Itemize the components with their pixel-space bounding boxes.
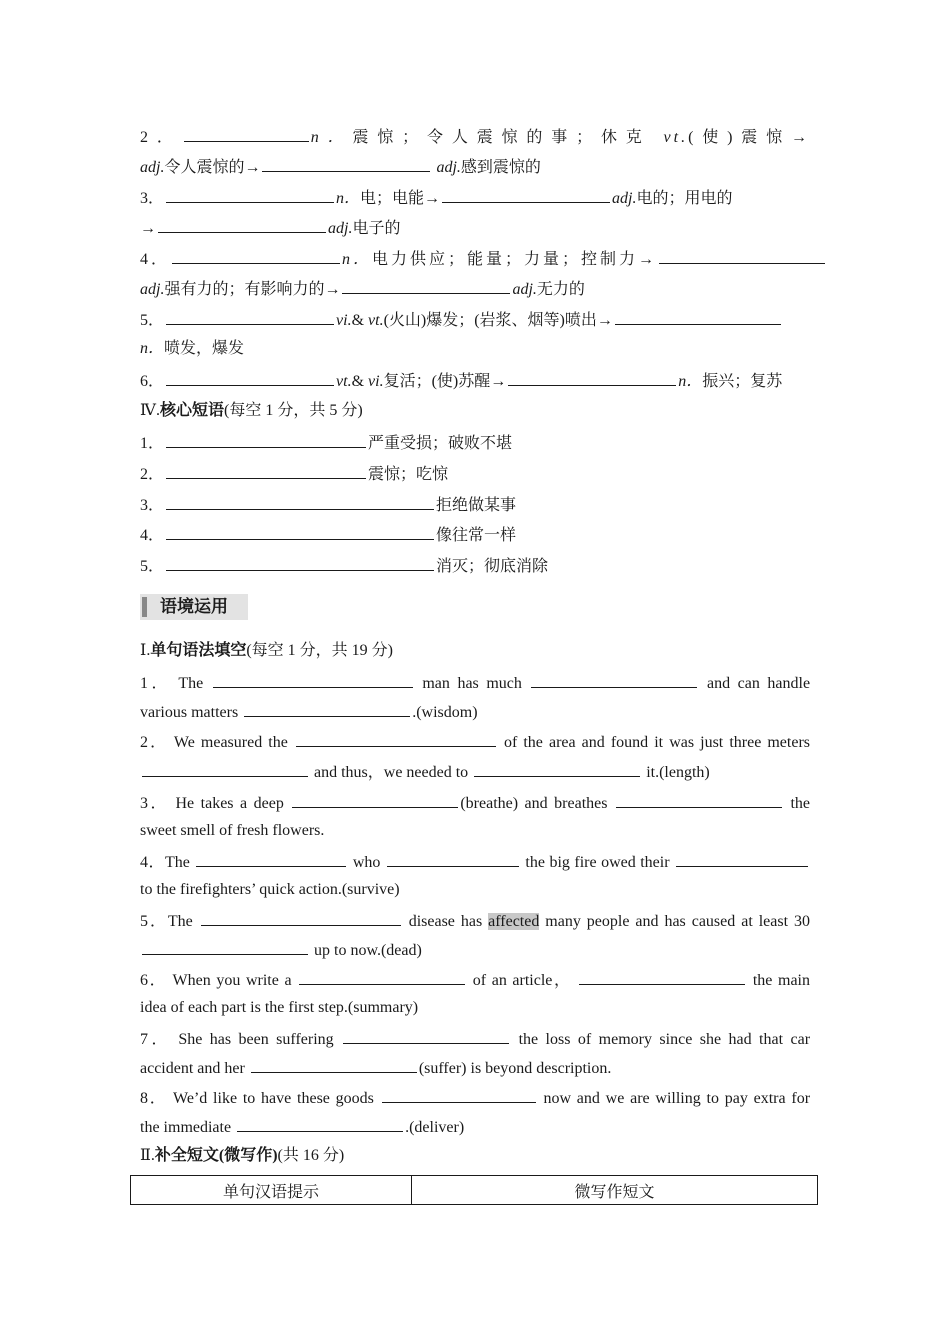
grammar-q3: 3． He takes a deep (breathe) and breathes the (140, 792, 810, 814)
grammar-q2-cont: and thus，we needed to it.(length) (140, 761, 810, 783)
answer-blank[interactable] (676, 851, 808, 867)
grammar-q6: 6． When you write a of an article， the main (140, 969, 810, 991)
answer-blank[interactable] (531, 672, 697, 688)
table-header-row (131, 1176, 818, 1205)
answer-blank[interactable] (166, 494, 434, 510)
answer-blank[interactable] (387, 851, 519, 867)
vocab-item-4: 4． n．电力供应；能量；力量；控制力→ (140, 248, 810, 270)
vocab-item-3-cont: → adj.电子的 (140, 217, 810, 239)
grammar-q1-cont: various matters .(wisdom) (140, 701, 810, 723)
answer-blank[interactable] (142, 761, 308, 777)
answer-blank[interactable] (166, 555, 434, 571)
answer-blank[interactable] (142, 939, 308, 955)
grammar-q4-cont: to the firefighters’ quick action.(survive) (140, 881, 400, 898)
table-header-hint: 单句汉语提示 (131, 1176, 412, 1205)
answer-blank[interactable] (616, 792, 782, 808)
grammar-q3-cont: sweet smell of fresh flowers. (140, 822, 325, 839)
phrase-heading: Ⅳ.核心短语(每空 1 分，共 5 分) (140, 402, 363, 419)
grammar-q8: 8． We’d like to have these goods now and we are willing to pay extra for (140, 1087, 810, 1109)
phrase-item-5: 5． 消灭；彻底消除 (140, 555, 810, 577)
grammar-q7-cont: accident and her (suffer) is beyond description. (140, 1057, 810, 1079)
vocab-item-5: 5． vi.& vt.(火山)爆发；(岩浆、烟等)喷出→ (140, 309, 810, 331)
answer-blank[interactable] (166, 432, 366, 448)
answer-blank[interactable] (615, 309, 781, 325)
grammar-q7: 7． She has been suffering the loss of memory since she had that car (140, 1028, 810, 1050)
phrase-item-2: 2． 震惊；吃惊 (140, 463, 810, 485)
highlighted-word: affected (488, 913, 540, 930)
grammar-heading: Ⅰ.单句语法填空(每空 1 分，共 19 分) (140, 642, 394, 659)
vocab-item-2-cont: adj.令人震惊的→ adj.感到震惊的 (140, 156, 810, 178)
vocab-item-2: 2． n．震惊；令人震惊的事；休克 vt.(使)震惊→ (140, 126, 810, 148)
answer-blank[interactable] (196, 851, 346, 867)
answer-blank[interactable] (244, 701, 410, 717)
grammar-q5: 5．The disease has affected many people and has caused at least 30 (140, 910, 810, 932)
grammar-q8-cont: the immediate .(deliver) (140, 1116, 810, 1138)
answer-blank[interactable] (342, 278, 510, 294)
grammar-q1: 1． The man has much and can handle (140, 672, 810, 694)
grammar-q2: 2． We measured the of the area and found it was just three meters (140, 731, 810, 753)
answer-blank[interactable] (166, 309, 334, 325)
answer-blank[interactable] (251, 1057, 417, 1073)
banner-bar (142, 597, 147, 617)
section-banner: 语境运用 (140, 594, 248, 620)
answer-blank[interactable] (262, 156, 430, 172)
vocab-item-3: 3． n．电；电能→ adj.电的；用电的 (140, 187, 810, 209)
answer-blank[interactable] (343, 1028, 509, 1044)
answer-blank[interactable] (292, 792, 458, 808)
answer-blank[interactable] (166, 187, 334, 203)
answer-blank[interactable] (172, 248, 340, 264)
writing-table (130, 1175, 818, 1205)
phrase-item-1: 1． 严重受损；破败不堪 (140, 432, 810, 454)
answer-blank[interactable] (442, 187, 610, 203)
answer-blank[interactable] (166, 370, 334, 386)
answer-blank[interactable] (299, 969, 465, 985)
answer-blank[interactable] (659, 248, 825, 264)
answer-blank[interactable] (474, 761, 640, 777)
phrase-item-4: 4． 像往常一样 (140, 524, 810, 546)
table-header-essay: 微写作短文 (412, 1176, 818, 1205)
grammar-q6-cont: idea of each part is the first step.(summary) (140, 999, 419, 1016)
vocab-item-4-cont: adj.强有力的；有影响力的→ adj.无力的 (140, 278, 810, 300)
answer-blank[interactable] (508, 370, 676, 386)
vocab-item-6: 6． vt.& vi.复活；(使)苏醒→ n．振兴；复苏 (140, 370, 810, 392)
answer-blank[interactable] (213, 672, 413, 688)
answer-blank[interactable] (201, 910, 401, 926)
phrase-item-3: 3． 拒绝做某事 (140, 494, 810, 516)
vocab-item-5-cont: n．喷发，爆发 (140, 340, 245, 357)
answer-blank[interactable] (382, 1087, 536, 1103)
answer-blank[interactable] (184, 126, 309, 142)
grammar-q4: 4．The who the big fire owed their (140, 851, 810, 873)
answer-blank[interactable] (158, 217, 326, 233)
grammar-q5-cont: up to now.(dead) (140, 939, 810, 961)
answer-blank[interactable] (296, 731, 496, 747)
answer-blank[interactable] (579, 969, 745, 985)
answer-blank[interactable] (237, 1116, 403, 1132)
writing-heading: Ⅱ.补全短文(微写作)(共 16 分) (140, 1147, 345, 1164)
answer-blank[interactable] (166, 463, 366, 479)
answer-blank[interactable] (166, 524, 434, 540)
